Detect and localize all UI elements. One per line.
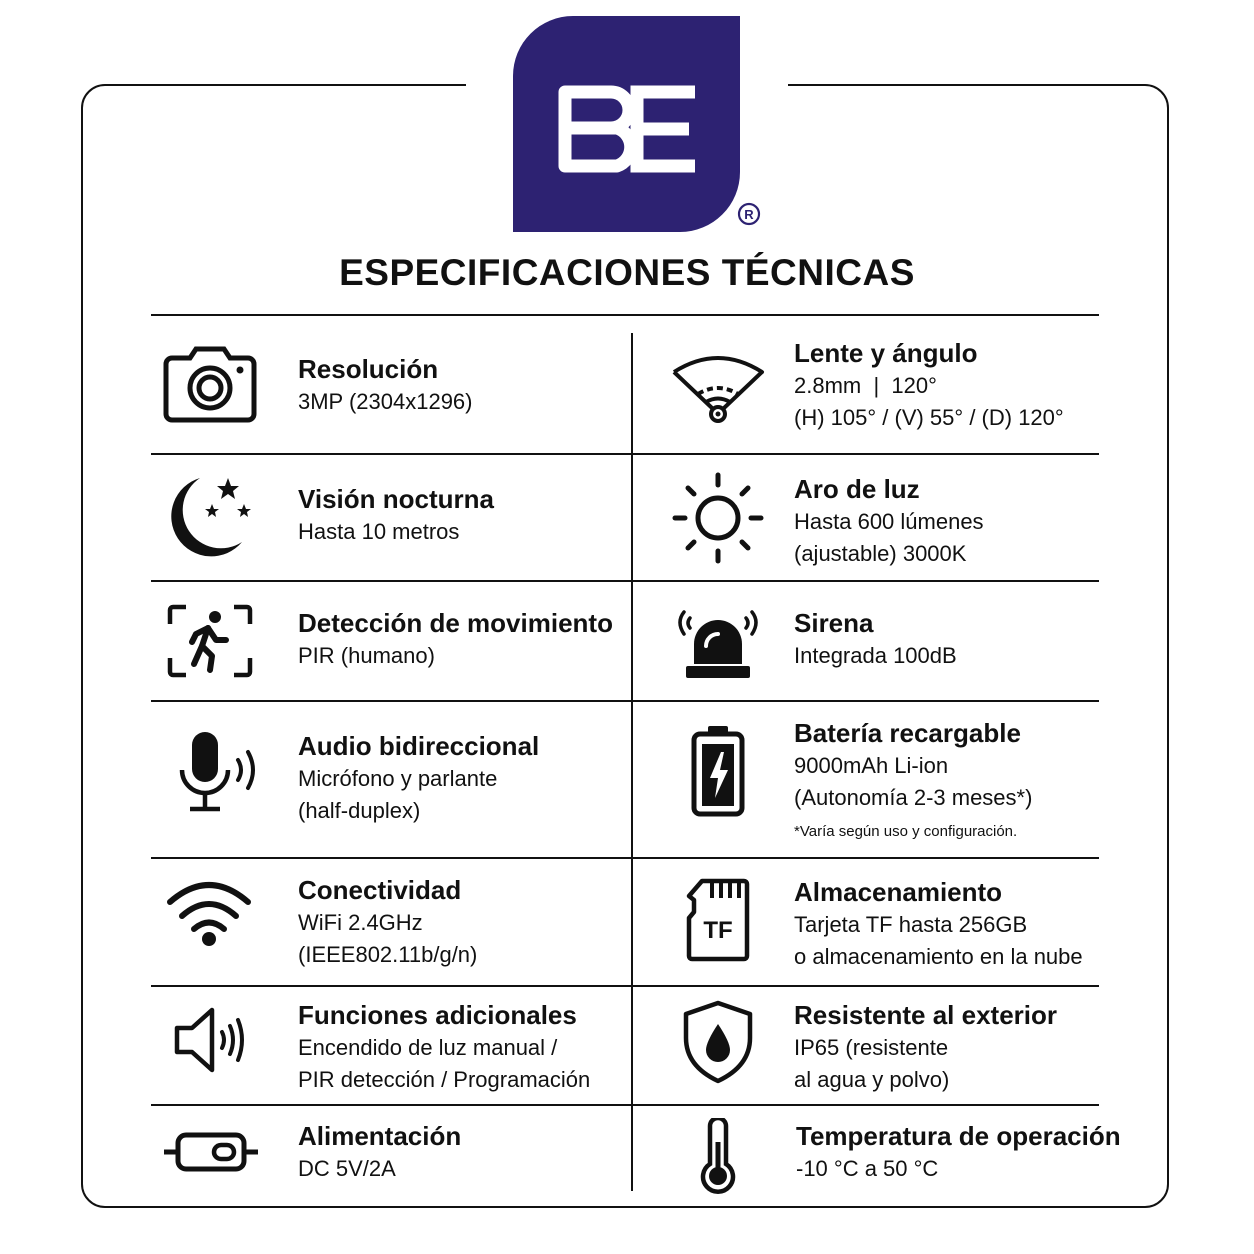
page-title: ESPECIFICACIONES TÉCNICAS	[339, 252, 915, 293]
spec-heading: Sirena	[794, 608, 874, 638]
registered-mark	[737, 202, 761, 226]
spec-value: (H) 105° / (V) 55° / (D) 120°	[794, 405, 1064, 430]
spec-value: WiFi 2.4GHz	[298, 910, 423, 935]
spec-night-vision	[298, 482, 494, 548]
spec-light-ring	[794, 472, 984, 570]
spec-value: (IEEE802.11b/g/n)	[298, 942, 478, 967]
spec-connectivity	[298, 873, 477, 971]
spec-siren	[794, 606, 957, 672]
spec-power	[298, 1119, 461, 1185]
sd-card-label: TF	[703, 917, 733, 944]
logo-letters	[513, 16, 740, 232]
spec-value: 3MP (2304x1296)	[298, 389, 473, 414]
spec-value: PIR detección / Programación	[298, 1067, 591, 1092]
spec-heading: Lente y ángulo	[794, 338, 978, 368]
spec-value: DC 5V/2A	[298, 1156, 396, 1181]
spec-audio	[298, 729, 539, 827]
sd-card-icon	[686, 878, 750, 962]
spec-heading: Almacenamiento	[794, 877, 1003, 907]
divider-top	[151, 314, 1099, 316]
motion-detection-icon	[166, 604, 254, 678]
spec-heading: Temperatura de operación	[796, 1121, 1121, 1151]
moon-stars-icon	[164, 474, 256, 560]
column-divider	[631, 333, 633, 1191]
row-divider	[151, 857, 1099, 859]
spec-heading: Conectividad	[298, 875, 462, 905]
thermometer-icon	[696, 1118, 740, 1194]
brand-logo	[513, 16, 740, 232]
sun-icon	[672, 472, 764, 564]
spec-value: Hasta 10 metros	[298, 519, 460, 544]
spec-battery	[794, 716, 1032, 844]
spec-storage	[794, 875, 1083, 973]
spec-value: (half-duplex)	[298, 798, 421, 823]
row-divider	[151, 985, 1099, 987]
spec-value: o almacenamiento en la nube	[794, 944, 1083, 969]
spec-resolution	[298, 352, 473, 418]
speaker-icon	[172, 1006, 252, 1074]
spec-outdoor	[794, 998, 1057, 1096]
power-switch-icon	[162, 1130, 260, 1174]
spec-lens	[794, 336, 1064, 434]
row-divider	[151, 580, 1099, 582]
spec-value: (Autonomía 2-3 meses*)	[794, 785, 1033, 810]
spec-value: PIR (humano)	[298, 643, 435, 668]
spec-heading: Audio bidireccional	[298, 731, 540, 761]
spec-heading: Detección de movimiento	[298, 608, 613, 638]
wifi-icon	[166, 878, 252, 948]
spec-heading: Batería recargable	[794, 718, 1021, 748]
spec-heading: Aro de luz	[794, 474, 920, 504]
spec-motion	[298, 606, 613, 672]
siren-icon	[672, 604, 764, 682]
spec-value: al agua y polvo)	[794, 1067, 950, 1092]
microphone-icon	[176, 730, 266, 814]
battery-footnote: *Varía según uso y configuración.	[794, 823, 1018, 840]
row-divider	[151, 700, 1099, 702]
spec-value: Encendido de luz manual /	[298, 1035, 558, 1060]
spec-value: IP65 (resistente	[794, 1035, 949, 1060]
row-divider	[151, 1104, 1099, 1106]
spec-heading: Funciones adicionales	[298, 1000, 577, 1030]
spec-value: Integrada 100dB	[794, 643, 957, 668]
spec-value: (ajustable) 3000K	[794, 541, 967, 566]
battery-icon	[690, 724, 746, 818]
spec-value: 2.8mm | 120°	[794, 373, 937, 398]
spec-heading: Alimentación	[298, 1121, 462, 1151]
spec-heading: Visión nocturna	[298, 484, 494, 514]
spec-heading: Resistente al exterior	[794, 1000, 1058, 1030]
lens-angle-icon	[668, 350, 768, 428]
spec-heading: Resolución	[298, 354, 439, 384]
camera-icon	[162, 346, 258, 424]
row-divider	[151, 453, 1099, 455]
spec-value: 9000mAh Li-ion	[794, 753, 949, 778]
spec-value: Micrófono y parlante	[298, 766, 498, 791]
spec-temperature	[796, 1119, 1121, 1185]
spec-extra	[298, 998, 590, 1096]
water-shield-icon	[682, 1000, 754, 1084]
spec-value: -10 °C a 50 °C	[796, 1156, 939, 1181]
spec-value: Tarjeta TF hasta 256GB	[794, 912, 1028, 937]
svg-text:R: R	[744, 207, 754, 222]
spec-value: Hasta 600 lúmenes	[794, 509, 984, 534]
